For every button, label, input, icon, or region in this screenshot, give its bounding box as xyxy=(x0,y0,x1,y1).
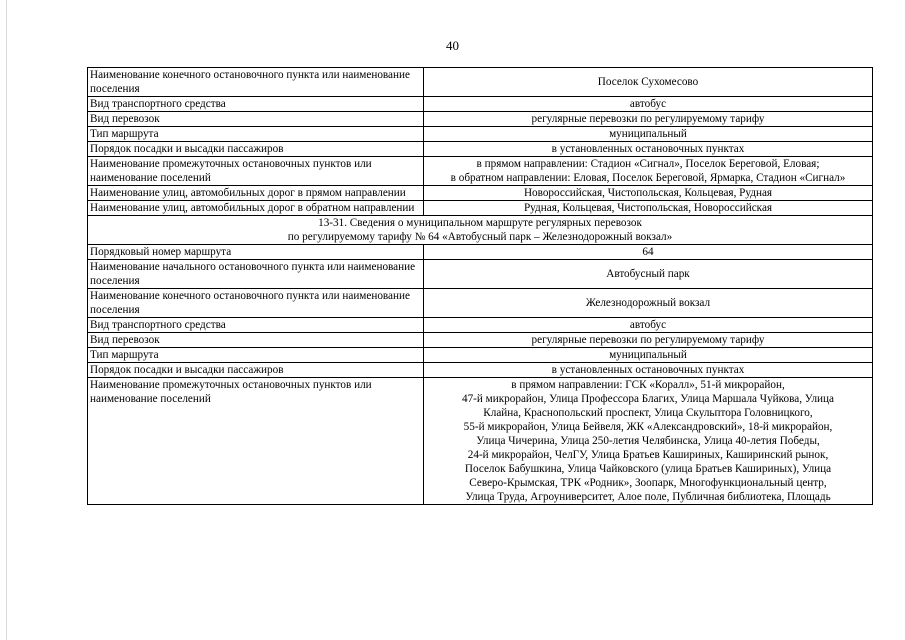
section-heading xyxy=(88,216,873,245)
row-label: Порядок посадки и высадки пассажиров xyxy=(88,363,424,378)
row-value: муниципальный xyxy=(424,127,873,142)
row-label: Вид транспортного средства xyxy=(88,97,424,112)
table-row xyxy=(88,333,873,348)
row-value xyxy=(424,378,873,505)
table-row xyxy=(88,157,873,186)
table-row xyxy=(88,68,873,97)
row-label: Тип маршрута xyxy=(88,127,424,142)
table-row xyxy=(88,127,873,142)
table-row xyxy=(88,318,873,333)
row-label: Вид транспортного средства xyxy=(88,318,424,333)
row-value: Поселок Сухомесово xyxy=(424,68,873,97)
table-row xyxy=(88,245,873,260)
value-line: Улица Чичерина, Улица 250-летия Челябинска, Улица 40-летия Победы, xyxy=(476,435,820,447)
row-value: 64 xyxy=(424,245,873,260)
table-row xyxy=(88,201,873,216)
value-line: в прямом направлении: Стадион «Сигнал», Поселок Береговой, Еловая; xyxy=(476,158,820,170)
route-info-table xyxy=(87,67,873,505)
row-label: Вид перевозок xyxy=(88,112,424,127)
row-label: Порядок посадки и высадки пассажиров xyxy=(88,142,424,157)
value-line: Клайна, Краснопольский проспект, Улица Скульптора Головницкого, xyxy=(483,407,813,419)
row-value: регулярные перевозки по регулируемому тарифу xyxy=(424,333,873,348)
row-label: Наименование улиц, автомобильных дорог в прямом направлении xyxy=(88,186,424,201)
row-value: муниципальный xyxy=(424,348,873,363)
row-label: Наименование улиц, автомобильных дорог в обратном направлении xyxy=(88,201,424,216)
row-label: Порядковый номер маршрута xyxy=(88,245,424,260)
row-value: автобус xyxy=(424,97,873,112)
row-label: Наименование начального остановочного пункта или наименование поселения xyxy=(88,260,424,289)
row-label: Наименование конечного остановочного пункта или наименование поселения xyxy=(88,68,424,97)
value-line: 55-й микрорайон, Улица Бейвеля, ЖК «Александровский», 18-й микрорайон, xyxy=(463,421,833,433)
row-value: в установленных остановочных пунктах xyxy=(424,142,873,157)
row-label: Тип маршрута xyxy=(88,348,424,363)
table-row xyxy=(88,289,873,318)
table-row xyxy=(88,112,873,127)
row-value: регулярные перевозки по регулируемому тарифу xyxy=(424,112,873,127)
page-number: 40 xyxy=(446,38,459,53)
row-label: Наименование конечного остановочного пункта или наименование поселения xyxy=(88,289,424,318)
value-line: Поселок Бабушкина, Улица Чайковского (улица Братьев Кашириных), Улица xyxy=(464,463,832,475)
row-value: Автобусный парк xyxy=(424,260,873,289)
section-heading-line: 13-31. Сведения о муниципальном маршруте регулярных перевозок xyxy=(318,217,642,229)
value-line: в прямом направлении: ГСК «Коралл», 51-й микрорайон, xyxy=(511,379,785,391)
value-line: Северо-Крымская, ТРК «Родник», Зоопарк, Многофункциональный центр, xyxy=(469,477,827,489)
table-row xyxy=(88,97,873,112)
value-line: 24-й микрорайон, ЧелГУ, Улица Братьев Кашириных, Каширинский рынок, xyxy=(467,449,829,461)
value-line: 47-й микрорайон, Улица Профессора Благих, Улица Маршала Чуйкова, Улица xyxy=(461,393,834,405)
row-label: Вид перевозок xyxy=(88,333,424,348)
section-heading-row xyxy=(88,216,873,245)
table-row xyxy=(88,260,873,289)
row-value: Новороссийская, Чистопольская, Кольцевая, Рудная xyxy=(424,186,873,201)
row-value: Железнодорожный вокзал xyxy=(424,289,873,318)
value-line: Улица Труда, Агроуниверситет, Алое поле, Публичная библиотека, Площадь xyxy=(465,491,831,503)
row-label: Наименование промежуточных остановочных пунктов или наименование поселений xyxy=(88,378,424,505)
table-row xyxy=(88,142,873,157)
row-value: Рудная, Кольцевая, Чистопольская, Новороссийская xyxy=(424,201,873,216)
table-row xyxy=(88,363,873,378)
table-row xyxy=(88,186,873,201)
section-heading-line: по регулируемому тарифу № 64 «Автобусный парк – Железнодорожный вокзал» xyxy=(287,231,673,243)
table-row xyxy=(88,378,873,505)
row-value xyxy=(424,157,873,186)
row-value: в установленных остановочных пунктах xyxy=(424,363,873,378)
page-margin-line xyxy=(6,0,7,640)
row-value: автобус xyxy=(424,318,873,333)
value-line: в обратном направлении: Еловая, Поселок Береговой, Ярмарка, Стадион «Сигнал» xyxy=(450,172,846,184)
row-label: Наименование промежуточных остановочных пунктов или наименование поселений xyxy=(88,157,424,186)
table-row xyxy=(88,348,873,363)
